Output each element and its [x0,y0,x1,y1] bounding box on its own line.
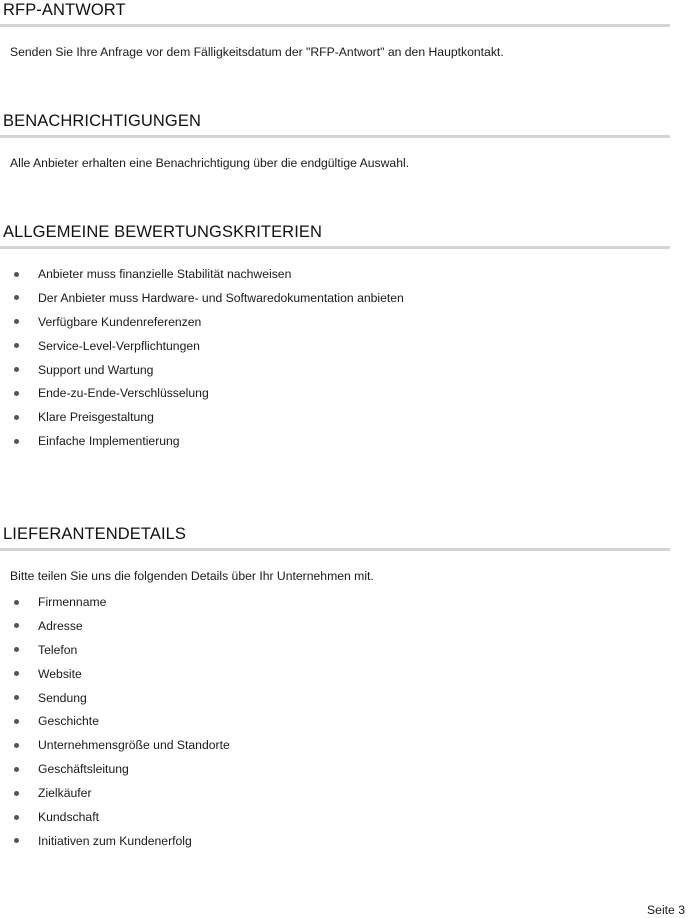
list-item-text: Adresse [38,618,83,633]
list-item-text: Geschichte [38,714,99,729]
section-paragraph: Alle Anbieter erhalten eine Benachrichtigung über die endgültige Auswahl. [10,156,410,170]
section-heading: ALLGEMEINE BEWERTUNGSKRITERIEN [3,223,323,241]
list-item [0,338,670,362]
list-item [0,362,670,386]
section-heading: LIEFERANTENDETAILS [3,525,187,543]
bullet-icon [14,439,19,444]
list-item [0,266,670,290]
criteria-list [0,266,670,457]
list-item-text: Unternehmensgröße und Standorte [38,738,230,753]
list-item [0,290,670,314]
bullet-icon [14,415,19,420]
list-item-text: Kundschaft [38,810,99,825]
section-rfp-antwort [0,0,670,60]
section-paragraph: Bitte teilen Sie uns die folgenden Details über Ihr Unternehmen mit. [10,569,374,583]
list-item [0,385,670,409]
list-item-text: Telefon [38,642,78,657]
bullet-icon [14,391,19,396]
bullet-icon [14,623,19,628]
bullet-icon [14,767,19,772]
list-item [0,690,670,714]
bullet-icon [14,743,19,748]
list-item-text: Geschäftsleitung [38,762,129,777]
list-item [0,833,670,857]
list-item [0,433,670,457]
list-item-text: Service-Level-Verpflichtungen [38,338,200,353]
bullet-icon [14,319,19,324]
bullet-icon [14,695,19,700]
section-benachrichtigungen [0,111,670,171]
bullet-icon [14,600,19,605]
list-item-text: Website [38,666,82,681]
list-item [0,713,670,737]
list-item-text: Einfache Implementierung [38,434,180,449]
page-number: Seite 3 [647,903,685,917]
list-item [0,666,670,690]
list-item-text: Firmenname [38,595,107,609]
list-item [0,409,670,433]
section-heading: RFP-ANTWORT [3,1,126,19]
bullet-icon [14,367,19,372]
list-item-text: Anbieter muss finanzielle Stabilität nachweisen [38,267,292,281]
bullet-icon [14,719,19,724]
list-item [0,761,670,785]
bullet-icon [14,838,19,843]
list-item [0,737,670,761]
list-item-text: Sendung [38,690,87,705]
list-item [0,809,670,833]
list-item-text: Support und Wartung [38,362,154,377]
section-heading: BENACHRICHTIGUNGEN [3,112,201,130]
section-paragraph: Senden Sie Ihre Anfrage vor dem Fälligkeitsdatum der "RFP-Antwort" an den Hauptkontakt. [10,45,504,59]
section-bewertungskriterien [0,222,670,457]
bullet-icon [14,671,19,676]
bullet-icon [14,647,19,652]
section-divider [0,246,670,249]
list-item-text: Zielkäufer [38,786,92,801]
list-item-text: Der Anbieter muss Hardware- und Softwaredokumentation anbieten [38,290,404,305]
section-divider [0,135,670,138]
bullet-icon [14,295,19,300]
list-item [0,642,670,666]
section-lieferantendetails [0,524,670,857]
bullet-icon [14,815,19,820]
list-item [0,785,670,809]
bullet-icon [14,272,19,277]
details-list [0,594,670,857]
list-item [0,594,670,618]
list-item [0,314,670,338]
section-divider [0,548,670,551]
bullet-icon [14,343,19,348]
list-item-text: Verfügbare Kundenreferenzen [38,314,202,329]
section-divider [0,24,670,27]
list-item-text: Klare Preisgestaltung [38,410,154,425]
list-item-text: Ende-zu-Ende-Verschlüsselung [38,386,209,401]
list-item-text: Initiativen zum Kundenerfolg [38,833,192,848]
bullet-icon [14,791,19,796]
list-item [0,618,670,642]
